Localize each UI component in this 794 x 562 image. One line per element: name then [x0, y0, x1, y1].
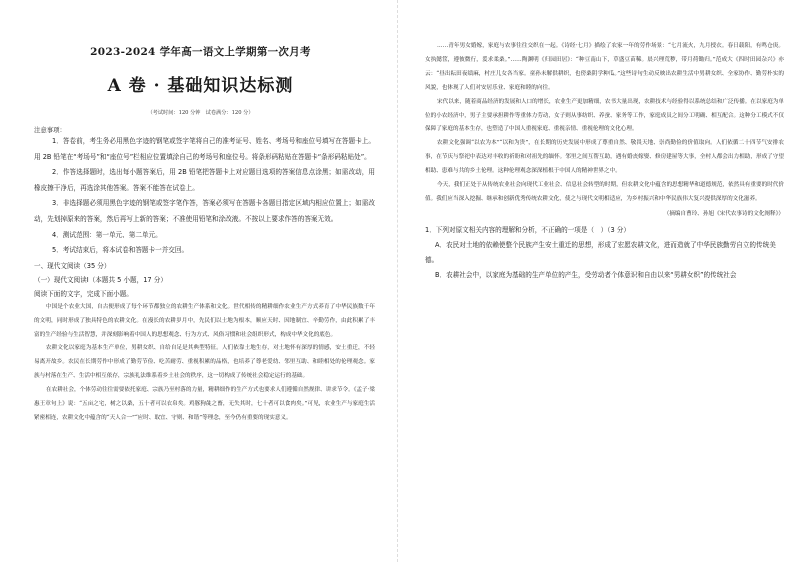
left-column: [0, 0, 383, 562]
notice-item: 3．非选择题必须用黑色字迹的钢笔或签字笔作答，答案必须写在答题卡各题目指定区域内相应位置上；如需改动，先划掉原来的答案，然后再写上新的答案；不准使用铅笔和涂改液。不按以上要求作答的答案无效。: [34, 199, 375, 223]
section-heading: 一、现代文阅读（35 分）: [34, 261, 111, 270]
passage-paragraph: ……青年男女婚嫁，家庭与农事往往交织在一起。《诗经·七月》描绘了农家一年的劳作场景：“七月流火，九月授衣。春日载阳，有鸣仓庚。女执懿筐，遵彼微行，爰求柔桑。”……陶渊明《归园田居》：“种豆南山下，草盛豆苗稀。晨兴理荒秽，带月荷锄归。”范成大《四时田园杂兴》亦云：“昼出耘田夜绩麻，村庄儿女各当家。童孙未解供耕织，也傍桑阴学种瓜。”这些诗句生动反映出农耕生活中男耕女织、全家协作、勤劳朴实的风貌，也体现了人们对安居乐业、家庭和睦的向往。: [425, 43, 784, 91]
exam-title: 2023-2024 学年高一语文上学期第一次月考: [90, 46, 311, 58]
right-column: [411, 0, 794, 562]
notice-item: 1．答卷前，考生务必用黑色字迹的钢笔或签字笔将自己的准考证号、姓名、考场号和座位号填写在答题卡上。用 2B 铅笔在“考场号”和“座位号”栏相应位置填涂自己的考场号和座位号。将条形码粘贴在答题卡“条形码粘贴处”。: [34, 137, 375, 161]
passage-paragraph: 农耕文化强调“以农为本”“以和为贵”，在长期的历史发展中形成了尊重自然、敬畏天地、崇尚勤俭的价值取向。人们依循二十四节气安排农事，在节庆与祭祀中表达对丰收的祈盼和对祖先的缅怀。邻里之间互帮互助，遇有婚丧嫁娶、修房建屋等大事，全村人都会出力相助，形成了守望相助、患难与共的乡土伦理。这种伦理观念深深植根于中国人的精神世界之中。: [425, 140, 784, 175]
passage-paragraph: 中国是个农业大国，自古便形成了每个环节都独立的农耕生产体系和文化。世代相传的精耕细作农业生产方式养育了中华民族数千年的文明，同时形成了独具特色的农耕文化。在漫长的农耕岁月中，先民们以土地为根本，顺应天时、因地制宜、辛勤劳作，由此积累了丰富的生产经验与生活智慧，并深刻影响着中国人的思想观念、行为方式、风俗习惯和社会组织形式，构成中华文化的底色。: [34, 303, 375, 338]
notice-heading: 注意事项：: [34, 126, 66, 134]
passage-paragraph: 宋代以来，随着商品经济的发展和人口的增长，农业生产更加精细，农书大量出现，农耕技术与经验得以系统总结和广泛传播。在以家庭为单位的小农经济中，男子主要承担耕作等重体力劳动，女子则从事纺织、养蚕、家务等工作，家庭成员之间分工明确、相互配合。这种分工模式不仅保障了家庭的基本生存，也塑造了中国人重视家庭、重视亲情、重视伦理的文化心理。: [425, 98, 784, 133]
passage-paragraph: 在农耕社会，个体劳动往往需要依托家庭、宗族乃至村落的力量，精耕细作的生产方式也要求人们遵循自然规律、讲求节令。《孟子·梁惠王章句上》说：“五亩之宅，树之以桑，五十者可以衣帛矣。鸡豚狗彘之畜，无失其时，七十者可以食肉矣。”可见，农业生产与家庭生活紧密相连，农耕文化中蕴含的“天人合一”“应时、取宜、守则、和谐”等理念，至今仍有重要的现实意义。: [34, 387, 376, 421]
passage-paragraph: 今天，我们正处于从传统农业社会向现代工业社会、信息社会转型的时期，但农耕文化中蕴含的思想精华和道德规范，依然具有重要的时代价值。我们应当深入挖掘、继承和创新优秀传统农耕文化，使之与现代文明相适应，为乡村振兴和中华民族伟大复兴提供深厚的文化滋养。: [425, 182, 784, 202]
notice-item: 4．测试范围：第一单元、第二单元。: [52, 230, 162, 239]
exam-meta: （考试时间：120 分钟 试卷满分：120 分）: [147, 110, 254, 116]
passage-paragraph: 农耕文化以家庭为基本生产单位，男耕女织、自给自足是其典型特征。人们依靠土地生存，对土地怀有深厚的情感，安土重迁，不轻易离开故乡。农民在长期劳作中形成了勤劳节俭、吃苦耐劳、重视积累的品格，也培养了尊老爱幼、邻里互助、和睦相处的伦理观念。家族与村落在生产、生活中相互依存，宗族礼法维系着乡土社会的秩序，这一切构成了传统社会稳定运行的基础。: [34, 345, 375, 380]
notice-item: 2．作答选择题时，选出每小题答案后，用 2B 铅笔把答题卡上对应题目选项的答案信息点涂黑；如需改动，用橡皮擦干净后，再选涂其他答案。答案不能答在试卷上。: [34, 168, 375, 192]
question-option: B．农耕社会中，以家庭为基础的生产单位的产生，受劳动者个体意识和自由以来“男耕女织”的传统社会: [435, 270, 737, 279]
subsection-heading: （一）现代文阅读Ⅰ（本题共 5 小题，17 分）: [34, 275, 167, 284]
question-stem: 1．下列对原文相关内容的理解和分析，不正确的一项是（ ）（3 分）: [425, 225, 630, 234]
question-option: A．农民对土地的依赖使整个民族产生安土重迁的思想，形成了宏愿农耕文化，进而造就了中华民族勤劳自立的传统美德。: [425, 240, 776, 264]
notice-item: 5．考试结束后，将本试卷和答题卡一并交回。: [52, 246, 189, 255]
passage-attribution: （摘编自曹玲、孙旭《宋代农事诗的文化阐释》）: [663, 210, 784, 217]
paper-title: A 卷 · 基础知识达标测: [107, 76, 294, 96]
reading-instruction: 阅读下面的文字，完成下面小题。: [34, 289, 133, 298]
column-divider: [397, 0, 398, 562]
